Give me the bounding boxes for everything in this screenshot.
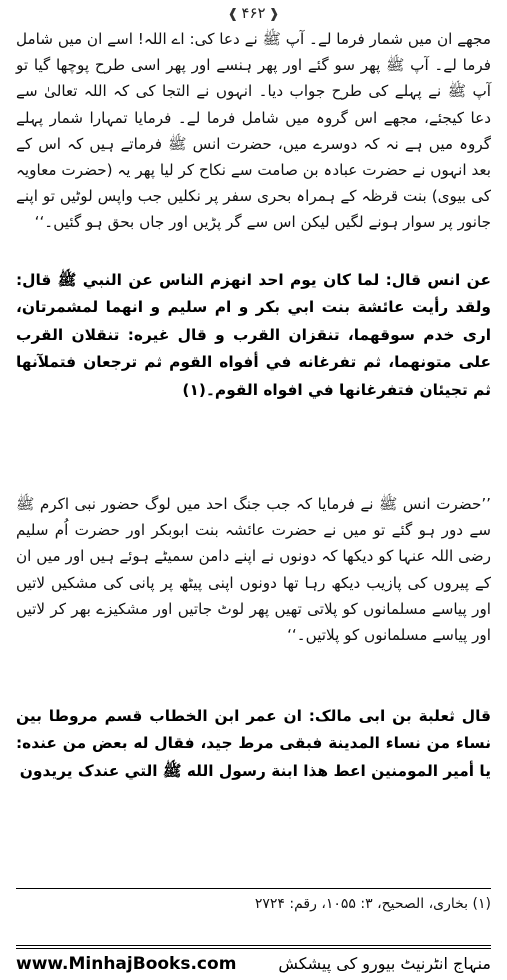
page-header <box>0 4 507 24</box>
urdu-paragraph-text: ’’حضرت انس ﷺ نے فرمایا کہ جب جنگ احد میں لوگ حضور نبی اکرم ﷺ سے دور ہو گئے تو میں نے حضرت عائشہ بنت ابوبکر اور حضرت اُم سلیم رضی اللہ عنہا کو دیکھا کہ دونوں نے اپنے دامن سمیٹے ہوئے ہیں اور میں ان کے پیروں کی پازیب دیکھ رہا تھا دونوں اپنی پیٹھ پر پانی کی مشکیں لاتیں اور پیاسے مسلمانوں کو پلاتی تھیں پھر لوٹ جاتیں اور مشکیزے بھر کر لاتیں اور پیاسے مسلمانوں کو پلاتیں۔‘‘ <box>16 495 491 645</box>
footer-publisher-note: منہاج انٹرنیٹ بیورو کی پیشکش <box>278 954 491 973</box>
page-number: ۴۶۲ <box>241 4 266 22</box>
urdu-translation-paragraph <box>16 491 491 699</box>
header-ornament-right: ❱ <box>268 7 280 22</box>
arabic-paragraph-text: عن انس قال: لما كان يوم احد انهزم الناس عن النبي ﷺ قال: ولقد رأيت عائشة بنت ابي بكر و ام سليم و انهما لمشمرتان، ارى خدم سوقهما، تنقزان القرب و قال غيره: تنقلان القرب على متونهما، ثم تفرغانه في أفواه القوم ثم ترجعان فتملآنها ثم تجيئان فتفرغانها في افواه القوم۔(۱) <box>16 271 491 399</box>
page-body <box>16 26 491 821</box>
footer-website-link[interactable]: www.MinhajBooks.com <box>16 954 237 974</box>
footer-divider <box>16 945 491 946</box>
urdu-paragraph-text: مجھے ان میں شمار فرما لے۔ آپ ﷺ نے دعا کی: اے اللہ! اسے ان میں شامل فرما لے۔ آپ ﷺ پھر سو گئے اور پھر ہنسے اور پھر اسی طرح پوچھا گیا تو آپ ﷺ نے پہلے کی طرح جواب دیا۔ انہوں نے التجا کی کہ اللہ تعالیٰ سے دعا کیجئے، مجھے اس گروہ میں شامل فرما لے۔ فرمایا تمہارا شمار پہلے گروہ میں ہے نہ کہ دوسرے میں، حضرت انس ﷺ فرماتے ہیں کہ اس کے بعد انہوں نے حضرت عبادہ بن صامت سے نکاح کر لیا پھر یہ (حضرت معاویہ کی بیوی) بنت قرظہ کے ہمراہ بحری سفر پر نکلیں جب واپس لوٹیں تو اپنے جانور پر سوار ہونے لگیں لیکن اس سے گر پڑیں اور جاں بحق ہو گئیں۔‘‘ <box>16 30 491 232</box>
footnote: (۱) بخاری، الصحیح، ۳: ۱۰۵۵، رقم: ۲۷۲۴ <box>254 896 491 912</box>
header-ornament-left: ❰ <box>227 7 239 22</box>
urdu-paragraph-1 <box>16 26 491 263</box>
arabic-paragraph-text: قال ثعلبة بن ابی مالک: ان عمر ابن الخطاب قسم مروطا بين نساء من نساء المدينة فبقى مرط جيد، فقال له بعض من عنده: يا أمير المومنين اعط هذا ابنة رسول الله ﷺ التي عندک يريدون <box>16 707 491 780</box>
footnote-divider <box>16 888 491 889</box>
footer-divider-secondary <box>16 948 491 949</box>
arabic-hadith-paragraph-2 <box>16 703 491 821</box>
arabic-hadith-paragraph-1 <box>16 267 491 487</box>
